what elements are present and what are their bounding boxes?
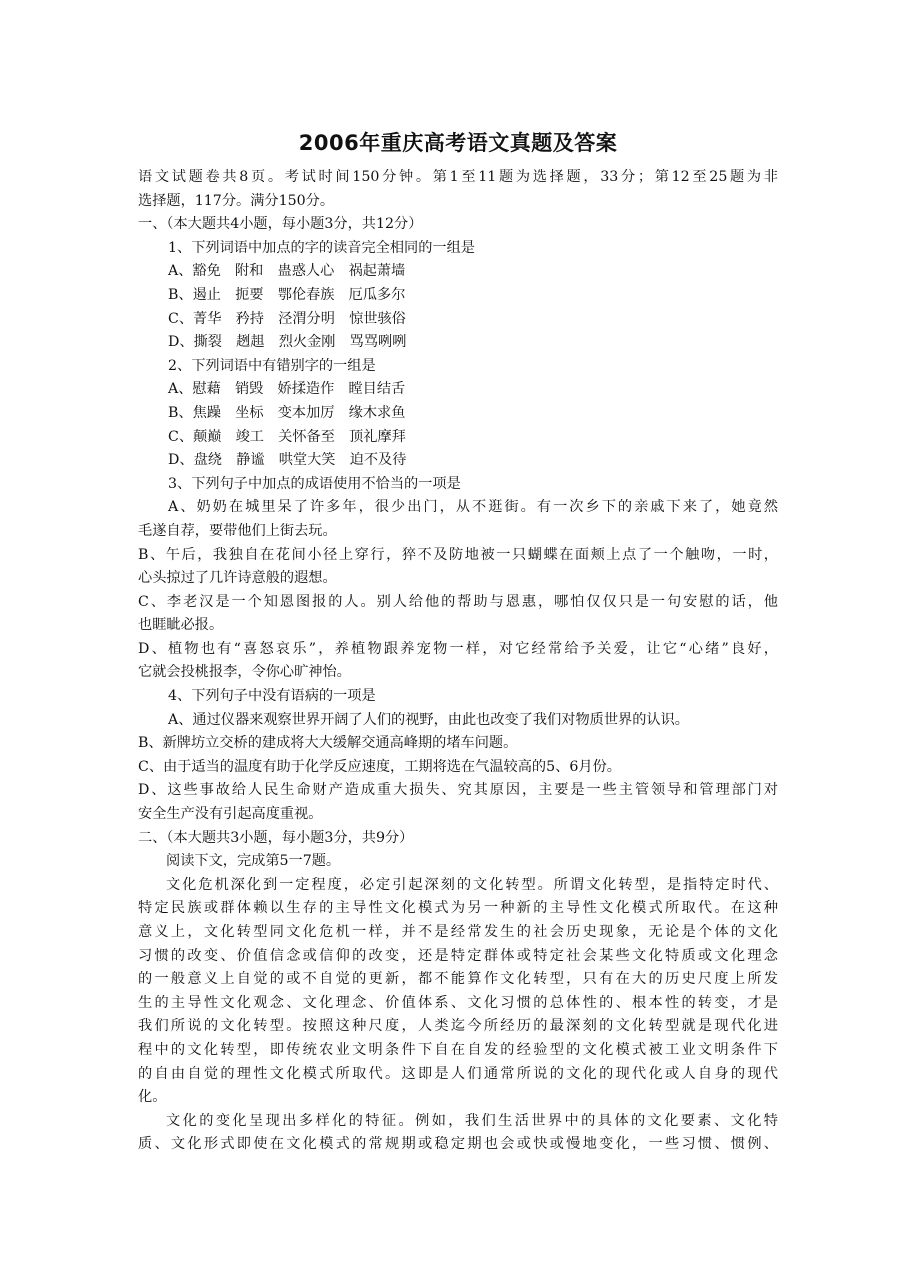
q2-option-b: B、焦躁 坐标 变本加厉 缘木求鱼 — [168, 404, 406, 421]
q3-option-b-line-1: B、午后，我独自在花间小径上穿行，猝不及防地被一只蝴蝶在面颊上点了一个触吻，一时， — [138, 546, 778, 563]
q2-option-a: A、慰藉 销毁 娇揉造作 瞠目结舌 — [168, 381, 406, 398]
q4-option-d-line-1: D、这些事故给人民生命财产造成重大损失、究其原因，主要是一些主管领导和管理部门对 — [138, 782, 778, 799]
q1-option-a: A、豁免 附和 蛊惑人心 祸起萧墙 — [168, 263, 406, 280]
passage-para1-line-2: 特定民族或群体赖以生存的主导性文化模式为另一种新的主导性文化模式所取代。在这种 — [138, 900, 778, 917]
q1-option-b: B、遏止 扼要 鄂伦春族 厄瓜多尔 — [168, 286, 406, 303]
q3-option-c-line-2: 也睚眦必报。 — [138, 617, 224, 634]
q3-option-a-line-1: A、奶奶在城里呆了许多年，很少出门，从不逛街。有一次乡下的亲戚下来了，她竟然 — [168, 499, 778, 516]
q3-option-c-line-1: C、李老汉是一个知恩图报的人。别人给他的帮助与恩惠，哪怕仅仅只是一句安慰的话，他 — [138, 593, 778, 610]
q3-option-b-line-2: 心头掠过了几许诗意般的遐想。 — [138, 570, 337, 587]
section2-heading: 二、（本大题共3小题，每小题3分，共9分） — [138, 829, 414, 846]
q4-option-a: A、通过仪器来观察世界开阔了人们的视野，由此也改变了我们对物质世界的认识。 — [168, 711, 689, 728]
q3-option-d-line-2: 它就会投桃报李，令你心旷神怡。 — [138, 664, 351, 681]
intro-line-2: 选择题，117分。满分150分。 — [138, 192, 335, 209]
passage-para1-line-5: 的一般意义上自觉的或不自觉的更新，都不能算作文化转型，只有在大的历史尺度上所发 — [138, 971, 778, 988]
q4-option-c: C、由于适当的温度有助于化学反应速度，工期将选在气温较高的5、6月份。 — [138, 758, 621, 775]
section1-heading: 一、（本大题共4小题，每小题3分，共12分） — [138, 216, 423, 233]
intro-line-1: 语文试题卷共8页。考试时间150分钟。第1至11题为选择题，33分；第12至25题为非 — [138, 169, 778, 185]
passage-para1-line-6: 生的主导性文化观念、文化理念、价值体系、文化习惯的总体性的、根本性的转变，才是 — [138, 994, 778, 1011]
q4-option-b: B、新牌坊立交桥的建成将大大缓解交通高峰期的堵车问题。 — [138, 735, 518, 752]
section2-instruction: 阅读下文，完成第5一7题。 — [166, 853, 341, 870]
passage-para1-line-4: 习惯的改变、价值信念或信仰的改变，还是特定群体或特定社会某些文化特质或文化理念 — [138, 947, 778, 964]
passage-para1-line-3: 意义上，文化转型同文化危机一样，并不是经常发生的社会历史现象，无论是个体的文化 — [138, 924, 778, 940]
passage-para1-line-7: 我们所说的文化转型。按照这种尺度，人类迄今所经历的最深刻的文化转型就是现代化进 — [138, 1018, 778, 1035]
q1-option-c: C、菁华 矜持 泾渭分明 惊世骇俗 — [168, 310, 406, 327]
q3-option-a-line-2: 毛遂自荐，要带他们上街去玩。 — [138, 522, 337, 539]
q1-stem: 1、下列词语中加点的字的读音完全相同的一组是 — [168, 239, 475, 256]
passage-para1-line-9: 的自由自觉的理性文化模式所取代。这即是人们通常所说的文化的现代化或人自身的现代 — [138, 1065, 778, 1082]
q4-stem: 4、下列句子中没有语病的一项是 — [168, 688, 376, 705]
q3-stem: 3、下列句子中加点的成语使用不恰当的一项是 — [168, 475, 461, 492]
q2-stem: 2、下列词语中有错别字的一组是 — [168, 357, 376, 374]
document-page — [138, 128, 778, 1157]
page-title: 2006年重庆高考语文真题及答案 — [298, 131, 618, 155]
q4-option-d-line-2: 安全生产没有引起高度重视。 — [138, 806, 323, 823]
passage-para1-line-1: 文化危机深化到一定程度，必定引起深刻的文化转型。所谓文化转型，是指特定时代、 — [166, 876, 778, 893]
passage-para1-line-8: 程中的文化转型，即传统农业文明条件下自在自发的经验型的文化模式被工业文明条件下 — [138, 1041, 778, 1058]
q1-option-d: D、撕裂 趔趄 烈火金刚 骂骂咧咧 — [168, 334, 407, 351]
q2-option-d: D、盘绕 静谧 哄堂大笑 迫不及待 — [168, 452, 407, 469]
q2-option-c: C、颠巅 竣工 关怀备至 顶礼摩拜 — [168, 428, 406, 445]
passage-para2-line-1: 文化的变化呈现出多样化的特征。例如，我们生活世界中的具体的文化要素、文化特 — [166, 1112, 778, 1129]
passage-para2-line-2: 质、文化形式即使在文化模式的常规期或稳定期也会或快或慢地变化，一些习惯、惯例、 — [138, 1136, 778, 1153]
passage-para1-line-10: 化。 — [138, 1089, 167, 1106]
q3-option-d-line-1: D、植物也有“喜怒哀乐”，养植物跟养宠物一样，对它经常给予关爱，让它“心绪”良好， — [138, 640, 778, 657]
